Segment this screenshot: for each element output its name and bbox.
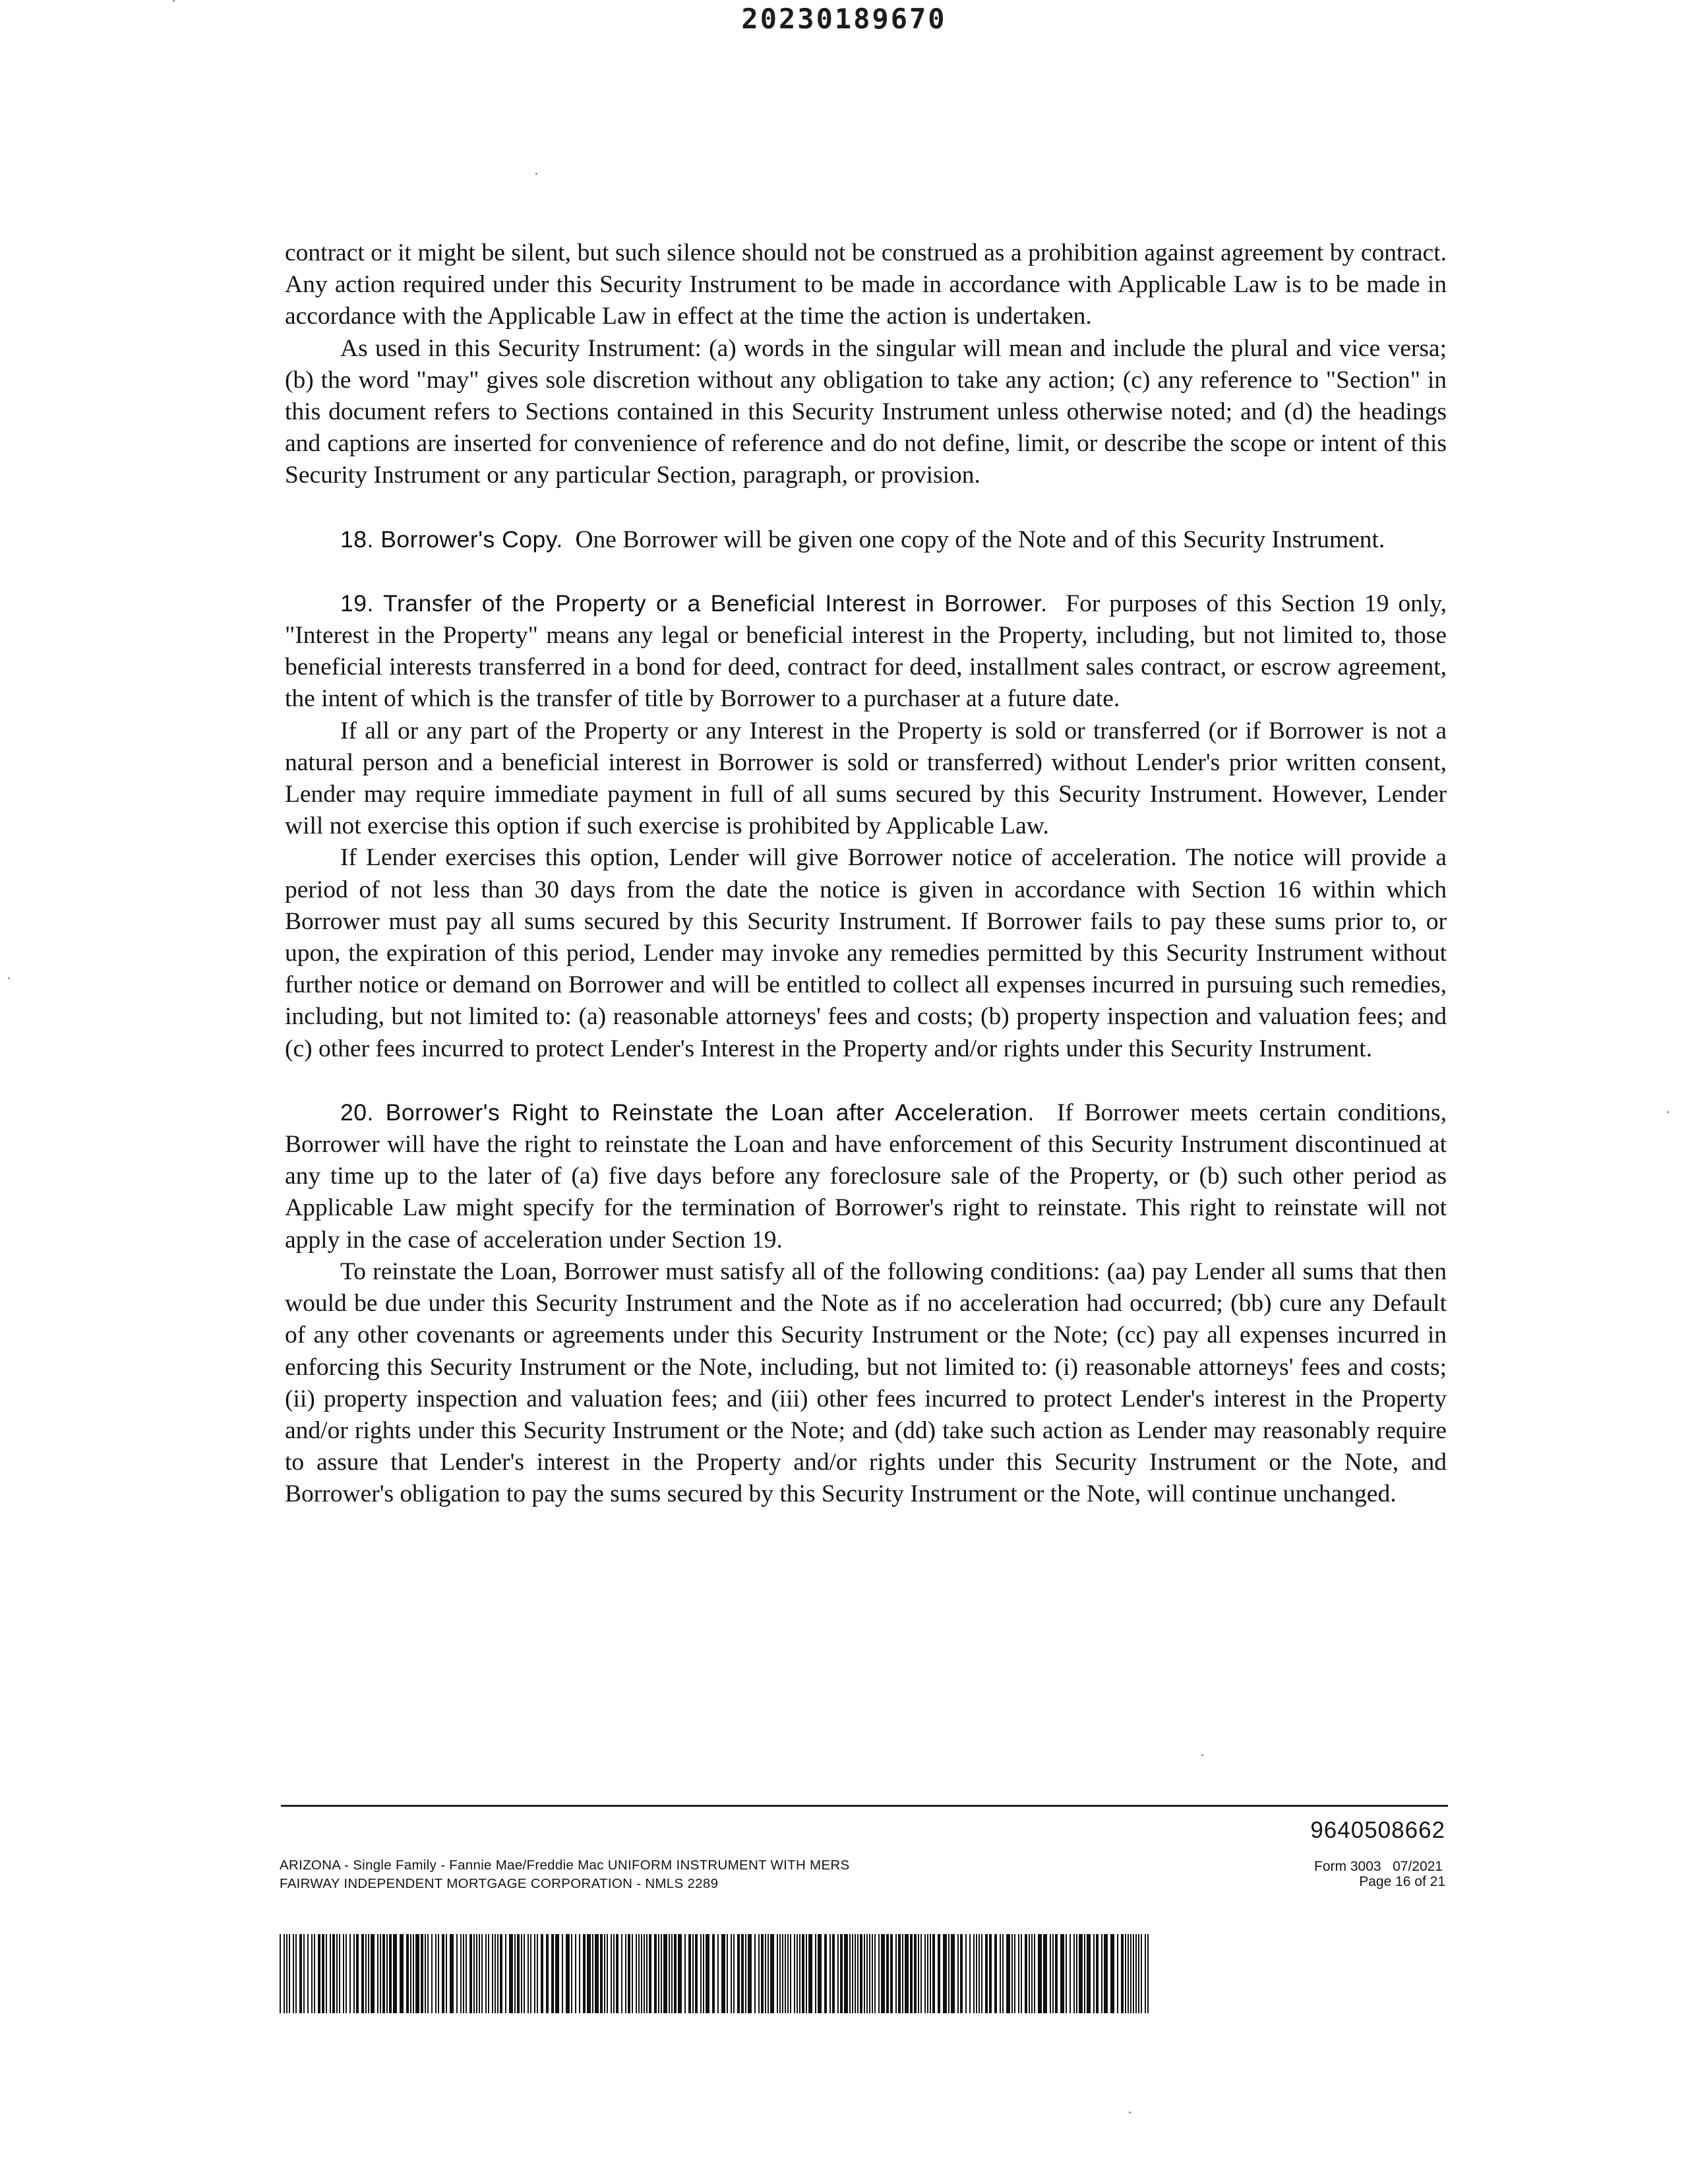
barcode-bar [1029, 1934, 1030, 2013]
barcode [280, 1934, 1150, 2013]
barcode-bar [943, 1934, 947, 2013]
body-paragraph: As used in this Security Instrument: (a) words in the singular will mean and include the plural and vice versa; (b) the word "may" gives sole discretion without any obligation to take any action; (c) any reference to "Section" in this document refers to Sections contained in this Security Instrument unless otherwise noted; and (d) the headings and captions are inserted for convenience of reference and do not define, limit, or describe the scope or intent of this Security Instrument or any particular Section, paragraph, or provision. [285, 334, 1447, 489]
form-number: Form 3003 07/2021 [1314, 1859, 1443, 1874]
barcode-bar [330, 1934, 331, 2013]
barcode-bar [322, 1934, 324, 2013]
barcode-bar [674, 1934, 677, 2013]
barcode-bar [1070, 1934, 1071, 2013]
barcode-bar [592, 1934, 593, 2013]
barcode-bar [787, 1934, 789, 2013]
section-20 [285, 1097, 1447, 1256]
barcode-bar [293, 1934, 294, 2013]
barcode-bar [438, 1934, 439, 2013]
barcode-bar [938, 1934, 940, 2013]
section-19 [285, 588, 1447, 715]
barcode-bar [473, 1934, 475, 2013]
barcode-bar [695, 1934, 698, 2013]
barcode-bar [1138, 1934, 1139, 2013]
barcode-bar [604, 1934, 605, 2013]
body-paragraph: contract or it might be silent, but such silence should not be construed as a prohibition against agreement by contract. Any action required under this Security Instrument to be made in accordance with Applicable Law is to be made in accordance with the Applicable Law in effect at the time the action is undertaken. [285, 239, 1447, 330]
barcode-bar [311, 1934, 313, 2013]
barcode-bar [485, 1934, 487, 2013]
barcode-bar [1133, 1934, 1134, 2013]
barcode-bar [587, 1934, 591, 2013]
barcode-bar [613, 1934, 615, 2013]
barcode-bar [595, 1934, 599, 2013]
barcode-bar [632, 1934, 633, 2013]
barcode-bar [514, 1934, 516, 2013]
barcode-bar [537, 1934, 538, 2013]
barcode-bar [1117, 1934, 1118, 2013]
barcode-bar [806, 1934, 807, 2013]
barcode-bar [881, 1934, 885, 2013]
barcode-bar [818, 1934, 822, 2013]
barcode-bar [562, 1934, 563, 2013]
body-paragraph: If all or any part of the Property or any Interest in the Property is sold or transferred (or if Borrower is not a natural person and a beneficial interest in Borrower is sold or transferred) without Lender's prior written consent, Lender may require immediate payment in full of all sums secured by this Security Instrument. However, Lender will not exercise this option if such exercise is prohibited by Applicable Law. [285, 717, 1447, 840]
barcode-bar [1050, 1934, 1051, 2013]
barcode-bar [684, 1934, 686, 2013]
barcode-bar [524, 1934, 525, 2013]
barcode-bar [1104, 1934, 1108, 2013]
barcode-bar [671, 1934, 673, 2013]
barcode-bar [625, 1934, 626, 2013]
barcode-bar [517, 1934, 520, 2013]
barcode-bar [1093, 1934, 1095, 2013]
barcode-bar [528, 1934, 529, 2013]
barcode-bar [860, 1934, 862, 2013]
barcode-bar [654, 1934, 657, 2013]
barcode-bar [1018, 1934, 1019, 2013]
barcode-bar [872, 1934, 873, 2013]
barcode-bar [905, 1934, 909, 2013]
barcode-bar [902, 1934, 903, 2013]
barcode-bar [551, 1934, 554, 2013]
barcode-bar [638, 1934, 640, 2013]
barcode-bar [857, 1934, 859, 2013]
barcode-bar [794, 1934, 795, 2013]
barcode-bar [393, 1934, 397, 2013]
barcode-bar [1128, 1934, 1129, 2013]
barcode-bar [706, 1934, 709, 2013]
barcode-bar [469, 1934, 472, 2013]
barcode-bar [797, 1934, 798, 2013]
barcode-bar [571, 1934, 572, 2013]
barcode-bar [663, 1934, 667, 2013]
barcode-bar [840, 1934, 843, 2013]
barcode-bar [1066, 1934, 1067, 2013]
barcode-bar [717, 1934, 719, 2013]
barcode-bar [770, 1934, 774, 2013]
barcode-bar [431, 1934, 433, 2013]
barcode-bar [692, 1934, 694, 2013]
barcode-bar [700, 1934, 702, 2013]
scan-speck [1667, 1111, 1669, 1113]
barcode-bar [476, 1934, 477, 2013]
barcode-bar [386, 1934, 388, 2013]
barcode-bar [688, 1934, 691, 2013]
barcode-bar [1110, 1934, 1114, 2013]
barcode-bar [790, 1934, 791, 2013]
barcode-bar [777, 1934, 778, 2013]
barcode-bar [456, 1934, 458, 2013]
barcode-bar [435, 1934, 437, 2013]
barcode-bar [415, 1934, 419, 2013]
barcode-bar [607, 1934, 608, 2013]
barcode-bar [636, 1934, 637, 2013]
barcode-bar [824, 1934, 827, 2013]
barcode-bar [761, 1934, 764, 2013]
barcode-bar [466, 1934, 467, 2013]
barcode-bar [1021, 1934, 1022, 2013]
barcode-bar [754, 1934, 756, 2013]
barcode-bar [1000, 1934, 1001, 2013]
barcode-bar [1130, 1934, 1131, 2013]
loan-number: 9640508662 [1310, 1817, 1445, 1843]
barcode-bar [808, 1934, 812, 2013]
barcode-bar [1079, 1934, 1083, 2013]
barcode-bar [521, 1934, 522, 2013]
barcode-bar [802, 1934, 804, 2013]
barcode-bar [530, 1934, 531, 2013]
barcode-bar [957, 1934, 959, 2013]
barcode-bar [628, 1934, 630, 2013]
barcode-bar [406, 1934, 409, 2013]
barcode-bar [463, 1934, 464, 2013]
barcode-bar [951, 1934, 955, 2013]
barcode-bar [768, 1934, 769, 2013]
barcode-bar [1125, 1934, 1126, 2013]
barcode-bar [985, 1934, 988, 2013]
barcode-bar [336, 1934, 338, 2013]
barcode-bar [852, 1934, 853, 2013]
barcode-bar [641, 1934, 642, 2013]
scan-speck [1129, 2111, 1131, 2113]
barcode-bar [579, 1934, 580, 2013]
barcode-bar [382, 1934, 385, 2013]
barcode-bar [314, 1934, 315, 2013]
barcode-bar [318, 1934, 320, 2013]
body-paragraph: To reinstate the Loan, Borrower must satisfy all of the following conditions: (aa) pay Lender all sums that then would be due under this Security Instrument and the Note as if no acceleration had occurred; (bb) cure any Default of any other covenants or agreements under this Security Instrument or the Note; (cc) pay all expenses incurred in enforcing this Security Instrument or the Note, including, but not limited to: (i) reasonable attorneys' fees and costs; (ii) property inspection and valuation fees; and (iii) other fees incurred to protect Lender's interest in the Property and/or rights under this Security Instrument or the Note; and (dd) take such action as Lender may reasonably require to assure that Lender's interest in the Property and/or rights under this Security Instrument or the Note, and Borrower's obligation to pay the sums secured by this Security Instrument or the Note, will continue unchanged. [285, 1258, 1447, 1508]
barcode-bar [541, 1934, 543, 2013]
document-body [285, 237, 1447, 1511]
barcode-bar [413, 1934, 414, 2013]
barcode-bar [500, 1934, 502, 2013]
lender-identifier: FAIRWAY INDEPENDENT MORTGAGE CORPORATION - NMLS 2289 [280, 1876, 719, 1891]
barcode-bar [914, 1934, 917, 2013]
barcode-bar [488, 1934, 489, 2013]
scan-speck [535, 173, 537, 175]
barcode-bar [1135, 1934, 1137, 2013]
barcode-bar [1055, 1934, 1058, 2013]
section-18 [285, 524, 1447, 556]
barcode-bar [976, 1934, 977, 2013]
scan-speck [173, 0, 175, 2]
barcode-bar [299, 1934, 302, 2013]
barcode-bar [829, 1934, 831, 2013]
barcode-bar [289, 1934, 290, 2013]
barcode-bar [356, 1934, 359, 2013]
barcode-bar [361, 1934, 364, 2013]
barcode-bar [1025, 1934, 1027, 2013]
barcode-bar [1073, 1934, 1075, 2013]
barcode-bar [495, 1934, 496, 2013]
barcode-bar [920, 1934, 922, 2013]
barcode-bar [973, 1934, 975, 2013]
barcode-bar [1101, 1934, 1102, 2013]
barcode-bar [1031, 1934, 1033, 2013]
barcode-bar [779, 1934, 781, 2013]
barcode-bar [927, 1934, 928, 2013]
barcode-bar [1141, 1934, 1142, 2013]
barcode-bar [874, 1934, 876, 2013]
barcode-bar [733, 1934, 735, 2013]
barcode-bar [371, 1934, 375, 2013]
barcode-bar [1121, 1934, 1124, 2013]
barcode-bar [895, 1934, 897, 2013]
barcode-bar [534, 1934, 535, 2013]
barcode-bar [898, 1934, 901, 2013]
barcode-bar [616, 1934, 618, 2013]
barcode-bar [890, 1934, 893, 2013]
barcode-bar [712, 1934, 715, 2013]
barcode-bar [307, 1934, 309, 2013]
barcode-bar [960, 1934, 963, 2013]
scan-speck [1201, 1754, 1203, 1756]
barcode-bar [280, 1934, 281, 2013]
barcode-bar [981, 1934, 982, 2013]
scan-speck [8, 977, 10, 979]
barcode-bar [621, 1934, 622, 2013]
barcode-bar [284, 1934, 285, 2013]
barcode-bar [969, 1934, 971, 2013]
barcode-bar [1006, 1934, 1010, 2013]
barcode-bar [389, 1934, 392, 2013]
barcode-bar [295, 1934, 297, 2013]
barcode-bar [1076, 1934, 1077, 2013]
barcode-bar [918, 1934, 919, 2013]
barcode-bar [886, 1934, 889, 2013]
barcode-bar [785, 1934, 786, 2013]
barcode-bar [421, 1934, 423, 2013]
barcode-bar [658, 1934, 659, 2013]
body-paragraph: One Borrower will be given one copy of the Note and of this Security Instrument. [575, 526, 1385, 553]
barcode-bar [380, 1934, 381, 2013]
barcode-bar [1096, 1934, 1099, 2013]
barcode-bar [844, 1934, 848, 2013]
barcode-bar [1002, 1934, 1004, 2013]
barcode-bar [855, 1934, 856, 2013]
barcode-bar [832, 1934, 835, 2013]
footer-divider [281, 1805, 1448, 1807]
barcode-bar [799, 1934, 800, 2013]
body-paragraph: If Borrower meets certain conditions, Borrower will have the right to reinstate the Loan and have enforcement of this Security Instrument discontinued at any time up to the later of (a) five days before any foreclosure sale of the Property, or (b) such other period as Applicable Law might specify for the termination of Borrower's right to reinstate. This right to reinstate will not apply in the case of acceleration under Section 19. [285, 1099, 1447, 1254]
barcode-bar [661, 1934, 662, 2013]
barcode-bar [583, 1934, 586, 2013]
barcode-bar [365, 1934, 367, 2013]
barcode-bar [837, 1934, 839, 2013]
barcode-bar [497, 1934, 498, 2013]
barcode-bar [460, 1934, 462, 2013]
barcode-bar [748, 1934, 752, 2013]
barcode-bar [866, 1934, 868, 2013]
barcode-bar [924, 1934, 926, 2013]
barcode-bar [649, 1934, 651, 2013]
barcode-bar [400, 1934, 404, 2013]
barcode-bar [286, 1934, 287, 2013]
barcode-bar [1034, 1934, 1035, 2013]
barcode-bar [965, 1934, 967, 2013]
barcode-bar [930, 1934, 931, 2013]
barcode-bar [339, 1934, 340, 2013]
barcode-bar [731, 1934, 732, 2013]
barcode-bar [849, 1934, 851, 2013]
barcode-bar [343, 1934, 344, 2013]
barcode-bar [979, 1934, 980, 2013]
barcode-bar [741, 1934, 744, 2013]
barcode-bar [450, 1934, 454, 2013]
barcode-bar [349, 1934, 351, 2013]
barcode-bar [932, 1934, 935, 2013]
body-paragraph: For purposes of this Section 19 only, "Interest in the Property" means any legal or beneficial interest in the Property, including, but not limited to, those beneficial interests transferred in a bond for deed, contract for deed, installment sales contract, or escrow agreement, the intent of which is the transfer of title by Borrower to a purchaser at a future date. [285, 590, 1447, 713]
barcode-bar [910, 1934, 913, 2013]
barcode-bar [644, 1934, 645, 2013]
barcode-bar [758, 1934, 760, 2013]
section-heading: 19. Transfer of the Property or a Beneficial Interest in Borrower. [340, 590, 1048, 617]
barcode-bar [509, 1934, 513, 2013]
barcode-bar [994, 1934, 997, 2013]
barcode-bar [782, 1934, 783, 2013]
barcode-bar [765, 1934, 766, 2013]
barcode-bar [745, 1934, 746, 2013]
barcode-bar [703, 1934, 704, 2013]
barcode-bar [721, 1934, 725, 2013]
barcode-bar [326, 1934, 327, 2013]
barcode-bar [815, 1934, 816, 2013]
barcode-bar [864, 1934, 865, 2013]
barcode-bar [303, 1934, 305, 2013]
barcode-bar [442, 1934, 444, 2013]
barcode-bar [646, 1934, 648, 2013]
barcode-bar [611, 1934, 612, 2013]
barcode-bar [368, 1934, 369, 2013]
barcode-bar [377, 1934, 378, 2013]
barcode-bar [1052, 1934, 1054, 2013]
barcode-bar [505, 1934, 506, 2013]
barcode-bar [1011, 1934, 1013, 2013]
barcode-bar [989, 1934, 992, 2013]
barcode-bar [555, 1934, 559, 2013]
barcode-bar [1014, 1934, 1015, 2013]
barcode-bar [566, 1934, 570, 2013]
barcode-bar [575, 1934, 576, 2013]
barcode-bar [1038, 1934, 1042, 2013]
barcode-bar [869, 1934, 870, 2013]
barcode-bar [669, 1934, 670, 2013]
barcode-bar [878, 1934, 880, 2013]
body-paragraph: If Lender exercises this option, Lender will give Borrower notice of acceleration. The notice will provide a period of not less than 30 days from the date the notice is given in accordance with Section 16 within which Borrower must pay all sums secured by this Security Instrument. If Borrower fails to pay these sums prior to, or upon, the expiration of this period, Lender may invoke any remedies permitted by this Security Instrument without further notice or demand on Borrower and will be entitled to collect all expenses incurred in pursuing such remedies, including, but not limited to: (a) reasonable attorneys' fees and costs; (b) property inspection and valuation fees; and (c) other fees incurred to protect Lender's Interest in the Property and/or rights under this Security Instrument. [285, 844, 1447, 1062]
barcode-bar [678, 1934, 682, 2013]
barcode-bar [948, 1934, 950, 2013]
section-heading: 20. Borrower's Right to Reinstate the Loan after Acceleration. [340, 1099, 1035, 1126]
barcode-bar [1043, 1934, 1047, 2013]
barcode-bar [346, 1934, 347, 2013]
barcode-bar [353, 1934, 355, 2013]
barcode-bar [410, 1934, 411, 2013]
barcode-bar [546, 1934, 549, 2013]
barcode-bar [1145, 1934, 1146, 2013]
barcode-bar [492, 1934, 493, 2013]
barcode-bar [1147, 1934, 1149, 2013]
barcode-bar [446, 1934, 447, 2013]
barcode-bar [727, 1934, 728, 2013]
barcode-bar [332, 1934, 335, 2013]
barcode-bar [425, 1934, 426, 2013]
barcode-bar [1060, 1934, 1064, 2013]
barcode-bar [427, 1934, 429, 2013]
barcode-bar [1084, 1934, 1085, 2013]
document-number: 20230189670 [741, 3, 947, 35]
barcode-bar [600, 1934, 603, 2013]
barcode-bar [737, 1934, 740, 2013]
barcode-bar [1087, 1934, 1091, 2013]
barcode-bar [479, 1934, 480, 2013]
form-identifier: ARIZONA - Single Family - Fannie Mae/Freddie Mac UNIFORM INSTRUMENT WITH MERS [280, 1858, 850, 1873]
page-number: Page 16 of 21 [1359, 1874, 1445, 1889]
barcode-bar [481, 1934, 483, 2013]
section-heading: 18. Borrower's Copy. [340, 526, 563, 553]
